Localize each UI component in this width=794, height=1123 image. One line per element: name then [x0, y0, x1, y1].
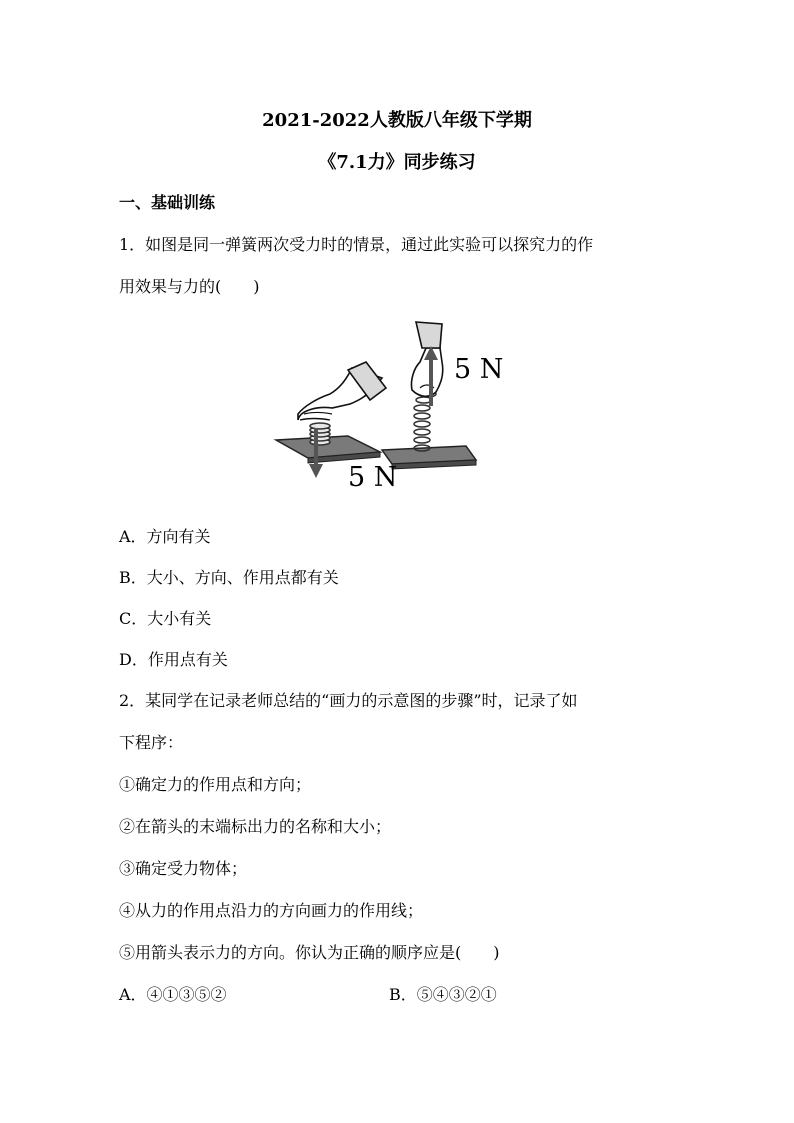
page-title-line1: 2021-2022人教版八年级下学期	[262, 110, 532, 131]
question-2-step-5: ⑤用箭头表示力的方向。你认为正确的顺序应是( )	[119, 943, 500, 962]
question-1-option-b: B．大小、方向、作用点都有关	[119, 568, 339, 587]
question-2-stem-line2: 下程序：	[119, 733, 184, 752]
question-1-option-d: D．作用点有关	[119, 650, 228, 669]
spring-figure	[270, 318, 510, 503]
question-2-stem-line1: 2．某同学在记录老师总结的“画力的示意图的步骤”时，记录了如	[119, 691, 578, 710]
question-2-step-2: ②在箭头的末端标出力的名称和大小；	[119, 817, 392, 836]
compressed-spring	[310, 423, 330, 445]
section-heading: 一、基础训练	[119, 193, 216, 212]
page-title-line2: 《7.1力》同步练习	[318, 152, 476, 173]
question-2-step-3: ③确定受力物体；	[119, 859, 248, 878]
force-label-down: 5 N	[348, 462, 398, 493]
question-2-step-1: ①确定力的作用点和方向；	[119, 775, 312, 794]
question-1-stem-line2: 用效果与力的( )	[119, 277, 260, 296]
right-sleeve	[416, 322, 442, 348]
question-1-option-a: A．方向有关	[119, 527, 211, 546]
question-1-stem-line1: 1．如图是同一弹簧两次受力时的情景，通过此实验可以探究力的作	[119, 235, 594, 254]
question-2-option-a: A．④①③⑤②	[119, 985, 227, 1004]
question-2-step-4: ④从力的作用点沿力的方向画力的作用线；	[119, 901, 424, 920]
force-label-up: 5 N	[454, 354, 504, 385]
question-2-option-b: B．⑤④③②①	[389, 985, 497, 1004]
down-arrow-head	[309, 464, 323, 478]
question-1-option-c: C．大小有关	[119, 609, 212, 628]
